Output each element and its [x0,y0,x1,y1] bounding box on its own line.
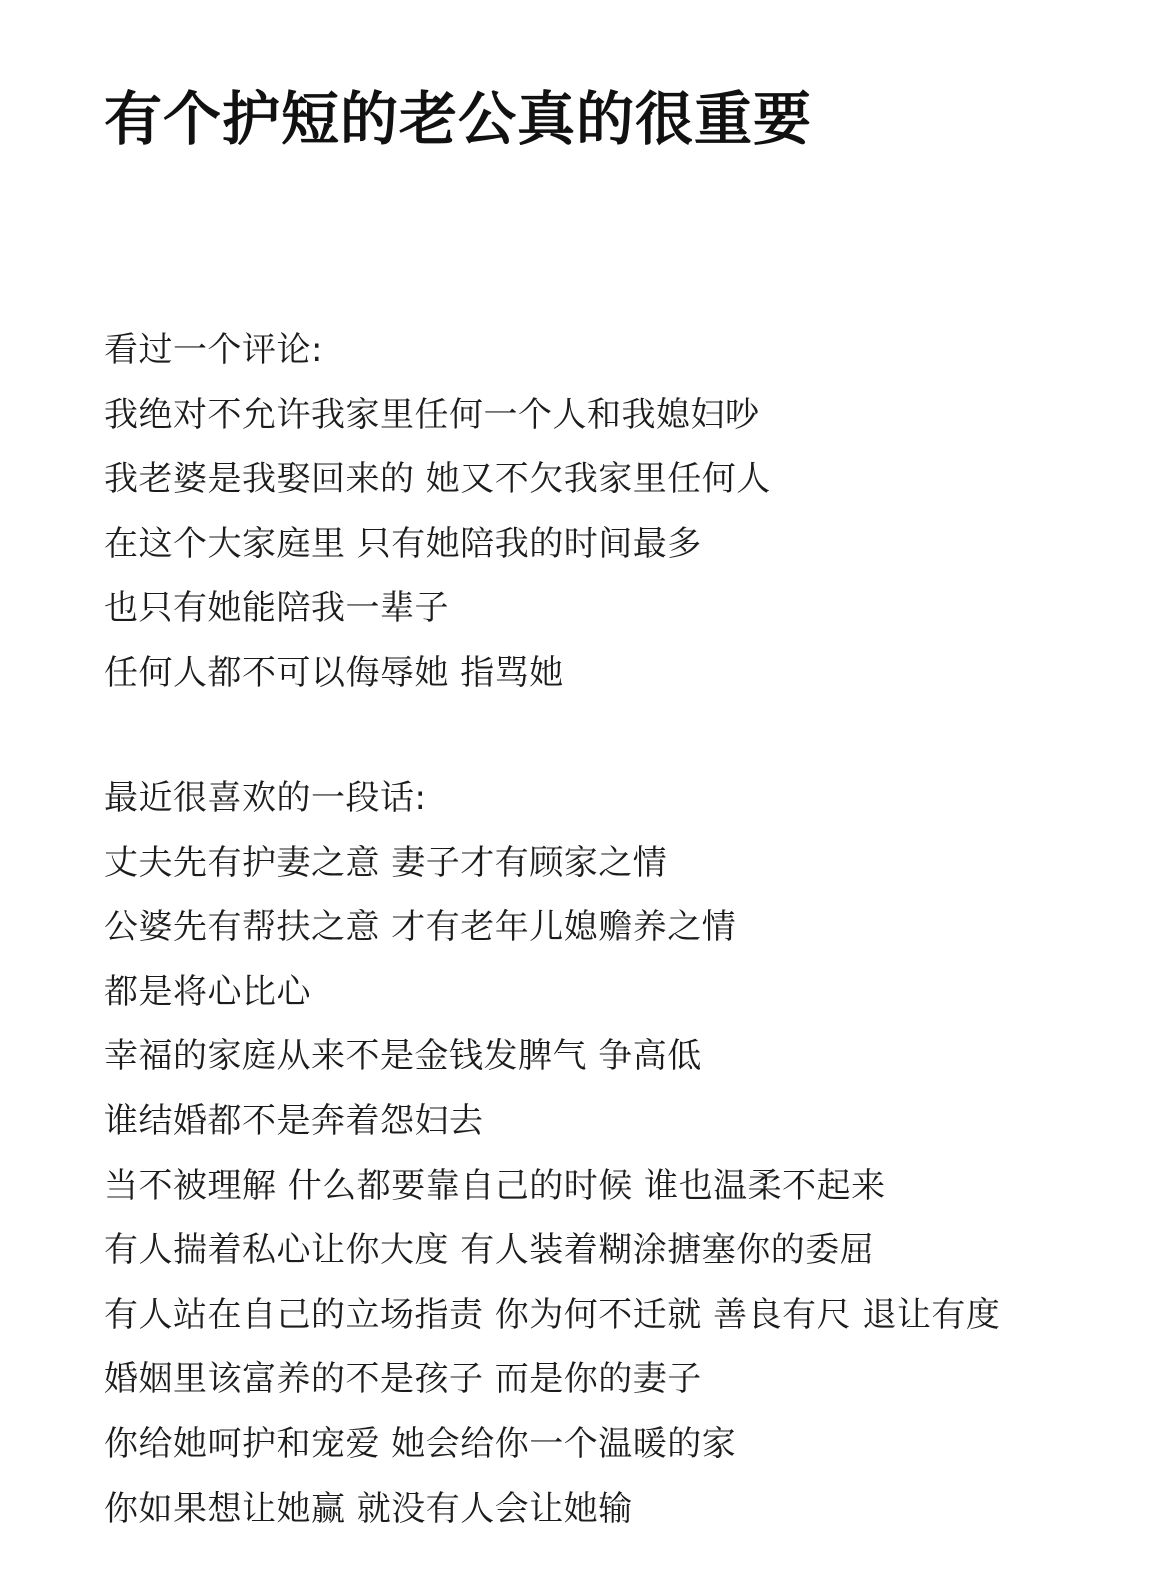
quote-section [104,766,1000,1541]
text-line: 都是将心比心 [104,971,311,1012]
comment-section [104,318,771,706]
text-line: 有人站在自己的立场指责 你为何不迁就 善良有尺 退让有度 [104,1294,1001,1335]
section-heading: 看过一个评论: [104,330,323,370]
text-line: 幸福的家庭从来不是金钱发脾气 争高低 [104,1036,702,1077]
text-line: 在这个大家庭里 只有她陪我的时间最多 [104,523,702,564]
text-line: 我老婆是我娶回来的 她又不欠我家里任何人 [104,459,771,500]
text-line: 任何人都不可以侮辱她 指骂她 [104,652,564,693]
section-heading: 最近很喜欢的一段话: [104,778,427,818]
text-line: 我绝对不允许我家里任何一个人和我媳妇吵 [104,394,760,435]
page-title: 有个护短的老公真的很重要 [104,85,813,153]
text-line: 谁结婚都不是奔着怨妇去 [104,1100,484,1141]
text-line: 也只有她能陪我一辈子 [104,588,449,629]
text-line: 你如果想让她赢 就没有人会让她输 [104,1488,633,1529]
text-line: 有人揣着私心让你大度 有人装着糊涂搪塞你的委屈 [104,1230,875,1271]
text-line: 丈夫先有护妻之意 妻子才有顾家之情 [104,842,668,883]
text-line: 你给她呵护和宠爱 她会给你一个温暖的家 [104,1423,737,1464]
text-line: 公婆先有帮扶之意 才有老年儿媳赡养之情 [104,907,737,948]
text-line: 当不被理解 什么都要靠自己的时候 谁也温柔不起来 [104,1165,886,1206]
text-line: 婚姻里该富养的不是孩子 而是你的妻子 [104,1359,702,1400]
